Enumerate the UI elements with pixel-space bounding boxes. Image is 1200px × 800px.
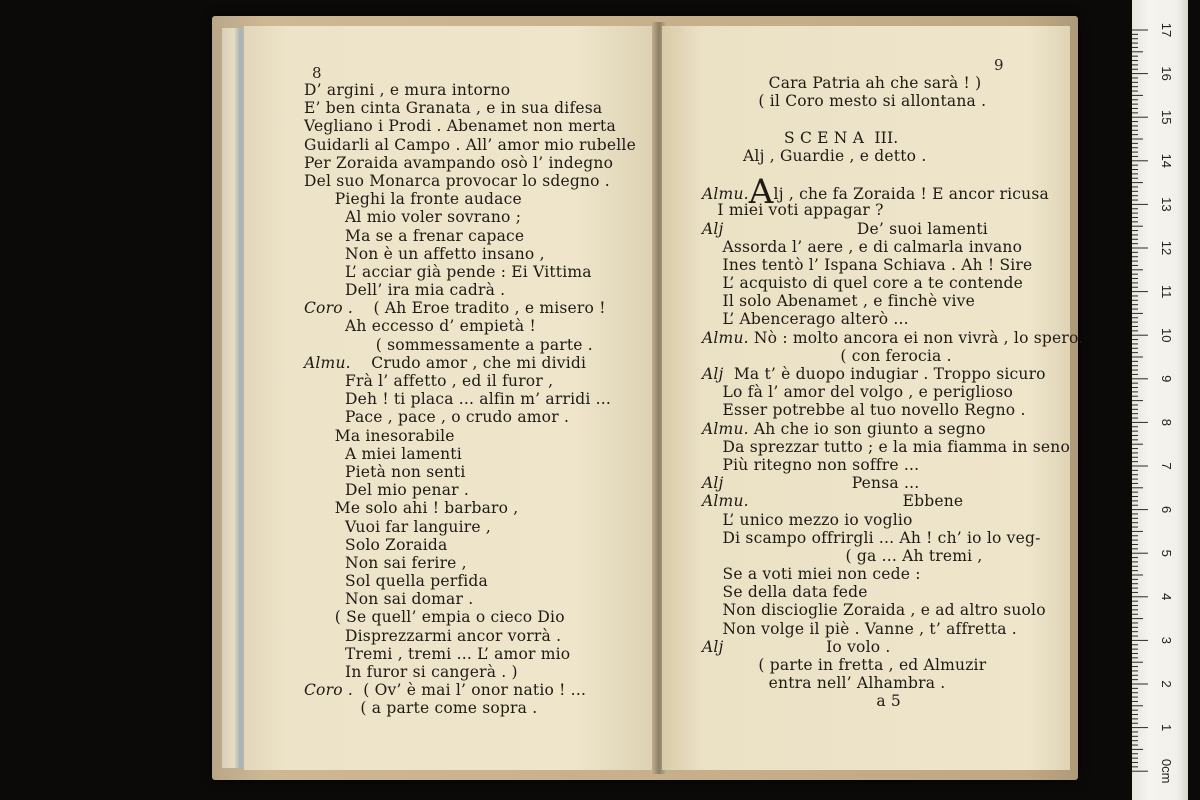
line-text: Sol quella perfida <box>304 572 488 591</box>
text-line <box>702 638 1083 656</box>
text-line <box>702 547 1083 565</box>
text-line <box>702 365 1083 383</box>
ruler-label: 15 <box>1159 109 1174 125</box>
line-text: Se a voti miei non cede : <box>702 565 921 584</box>
text-line <box>304 154 636 172</box>
line-text: A <box>748 172 774 213</box>
line-text: Vuoi far languire , <box>304 517 492 536</box>
text-line <box>304 354 636 372</box>
line-text: Non volge il piè . Vanne , t’ affretta . <box>702 619 1017 638</box>
text-line <box>304 408 636 426</box>
ruler-label: 6 <box>1159 505 1174 514</box>
page-number-right: 9 <box>994 56 1004 74</box>
line-text: Ines tentò l’ Ispana Schiava . Ah ! Sire <box>702 255 1033 274</box>
line-text: Non discioglie Zoraida , e ad altro suolo <box>702 601 1046 620</box>
text-line <box>702 656 1083 674</box>
line-text: Guidarli al Campo . All’ amor mio rubelle <box>304 135 636 154</box>
text-line <box>304 190 636 208</box>
line-text: Pietà non senti <box>304 462 466 481</box>
ruler-label: 5 <box>1159 549 1174 557</box>
ruler-label: 11 <box>1159 284 1174 299</box>
line-text: L’ acquisto di quel core a te contende <box>702 274 1024 293</box>
line-text: Tremi , tremi ... L’ amor mio <box>304 644 571 663</box>
text-line <box>304 281 636 299</box>
speaker-label: Alj <box>702 365 724 383</box>
text-line <box>304 663 636 681</box>
line-text: A miei lamenti <box>304 444 462 463</box>
text-line <box>304 645 636 663</box>
line-text: Da sprezzar tutto ; e la mia fiamma in seno <box>702 437 1071 456</box>
line-text: Del mio penar . <box>304 481 469 500</box>
text-line <box>304 117 636 135</box>
text-line <box>702 201 1083 219</box>
line-text: ( sommessamente a parte . <box>304 335 593 354</box>
line-text: In furor si cangerà . ) <box>304 663 518 681</box>
line-text: ( Ah Eroe tradito , e misero ! <box>353 299 606 318</box>
text-line <box>702 220 1083 238</box>
text-line <box>304 445 636 463</box>
line-text: Ah che io son giunto a segno <box>748 419 986 438</box>
speaker-label: Coro . <box>304 299 353 318</box>
text-line <box>702 383 1083 401</box>
line-text: a 5 <box>702 692 901 711</box>
line-text: Più ritegno non soffre ... <box>702 455 920 474</box>
text-line <box>304 81 636 99</box>
text-line <box>702 347 1083 365</box>
speaker-label: Alj <box>702 474 724 493</box>
line-text: ( il Coro mesto si allontana . <box>702 92 987 111</box>
text-line <box>304 499 636 517</box>
text-line <box>304 572 636 590</box>
line-text: I miei voti appagar ? <box>702 201 884 220</box>
text-line <box>304 245 636 263</box>
text-line <box>702 692 1083 710</box>
line-text: Solo Zoraida <box>304 535 448 554</box>
line-text: Ma inesorabile <box>304 426 455 445</box>
ruler-label: 7 <box>1159 462 1174 470</box>
text-line <box>702 74 1083 92</box>
line-text: Dell’ ira mia cadrà . <box>304 281 506 300</box>
text-line <box>702 92 1083 110</box>
text-line <box>304 317 636 335</box>
line-text: Ebbene <box>748 492 964 511</box>
text-line <box>304 463 636 481</box>
line-text: Non sai ferire , <box>304 553 467 572</box>
text-line <box>304 172 636 190</box>
line-text: Alj , Guardie , e detto . <box>702 146 927 165</box>
line-text: Assorda l’ aere , e di calmarla invano <box>702 237 1023 256</box>
line-text: Nò : molto ancora ei non vivrà , lo spero. <box>748 328 1084 347</box>
line-text: Di scampo offrirgli ... Ah ! ch’ io lo veg- <box>702 528 1041 547</box>
line-text: Deh ! ti placa ... alfin m’ arridi ... <box>304 390 612 409</box>
text-line <box>304 590 636 608</box>
line-text: S C E N A III. <box>702 128 899 147</box>
text-line <box>702 474 1083 492</box>
ruler-label: 0cm <box>1159 758 1174 784</box>
line-text: L’ Abencerago alterò ... <box>702 310 909 329</box>
text-line <box>304 681 636 699</box>
left-page-text <box>304 81 636 718</box>
ruler-label: 9 <box>1159 375 1174 383</box>
text-line <box>304 227 636 245</box>
text-line <box>702 129 1083 147</box>
line-text: Disprezzarmi ancor vorrà . <box>304 626 562 645</box>
speaker-label: Alj <box>702 637 724 656</box>
text-line <box>702 620 1083 638</box>
line-text: Pensa ... <box>723 474 920 493</box>
line-text: ( Se quell’ empia o cieco Dio <box>304 608 565 627</box>
line-text: Il solo Abenamet , e finchè vive <box>702 292 975 311</box>
line-text: Frà l’ affetto , ed il furor , <box>304 372 554 390</box>
ruler-label: 1 <box>1159 723 1174 732</box>
ruler-label: 12 <box>1159 240 1174 256</box>
text-line <box>702 310 1083 328</box>
text-line <box>304 208 636 226</box>
line-text: entra nell’ Alhambra . <box>702 674 946 693</box>
left-page <box>244 26 658 770</box>
text-line <box>702 292 1083 310</box>
line-text: Esser potrebbe al tuo novello Regno . <box>702 401 1026 420</box>
text-line <box>702 492 1083 510</box>
line-text: Al mio voler sovrano ; <box>304 208 522 227</box>
line-text: L’ unico mezzo io voglio <box>702 510 913 529</box>
line-text: E’ ben cinta Granata , e in sua difesa <box>304 99 603 118</box>
line-text: Del suo Monarca provocar lo sdegno . <box>304 171 610 190</box>
text-line <box>304 372 636 390</box>
speaker-label: Almu. <box>304 353 351 372</box>
line-text: Me solo ahi ! barbaro , <box>304 499 519 518</box>
line-text: ( a parte come sopra . <box>304 699 538 718</box>
text-line <box>702 529 1083 547</box>
text-line <box>702 601 1083 619</box>
text-line <box>702 674 1083 692</box>
line-text: Ma t’ è duopo indugiar . Troppo sicuro <box>723 365 1046 383</box>
text-line <box>702 147 1083 165</box>
text-line <box>702 511 1083 529</box>
speaker-label: Almu. <box>702 419 749 438</box>
speaker-label: Almu. <box>702 185 749 204</box>
text-line <box>702 583 1083 601</box>
line-text: ( con ferocia . <box>702 346 952 365</box>
ruler-label: 17 <box>1159 22 1174 38</box>
text-line <box>304 336 636 354</box>
line-text: D’ argini , e mura intorno <box>304 81 511 99</box>
ruler-label: 16 <box>1159 66 1174 81</box>
text-line <box>304 390 636 408</box>
text-line <box>304 136 636 154</box>
line-text: Non è un affetto insano , <box>304 244 545 263</box>
measuring-ruler <box>1132 0 1188 800</box>
line-text: De’ suoi lamenti <box>723 219 988 238</box>
speaker-label: Almu. <box>702 492 749 511</box>
line-text: Ma se a frenar capace <box>304 226 525 245</box>
line-text: Per Zoraida avampando osò l’ indegno <box>304 153 614 172</box>
line-text: ( Ov’ è mai l’ onor natio ! ... <box>353 681 587 700</box>
speaker-label: Coro . <box>304 681 353 700</box>
ruler-label: 4 <box>1159 593 1174 601</box>
line-text: Ah eccesso d’ empietà ! <box>304 317 536 336</box>
text-line <box>702 274 1083 292</box>
line-text: Vegliano i Prodi . Abenamet non merta <box>304 117 616 136</box>
line-text: Se della data fede <box>702 583 868 602</box>
ruler-scale <box>1132 0 1188 800</box>
text-line <box>304 554 636 572</box>
line-text: Pace , pace , o crudo amor . <box>304 408 570 427</box>
line-text: Io volo . <box>723 637 891 656</box>
text-line <box>702 401 1083 419</box>
ruler-label: 10 <box>1159 327 1174 343</box>
text-line <box>702 238 1083 256</box>
right-page <box>662 26 1084 770</box>
text-line <box>304 299 636 317</box>
page-number-left: 8 <box>312 64 322 82</box>
right-page-text <box>702 74 1083 711</box>
line-text: L’ acciar già pende : Ei Vittima <box>304 262 592 281</box>
text-line <box>304 608 636 626</box>
text-line <box>702 456 1083 474</box>
ruler-label: 3 <box>1159 636 1174 645</box>
text-line <box>304 536 636 554</box>
line-text: Crudo amor , che mi dividi <box>350 353 587 372</box>
speaker-label: Alj <box>702 219 724 238</box>
text-line <box>304 481 636 499</box>
line-text: lj , che fa Zoraida ! E ancor ricusa <box>773 185 1049 204</box>
text-line <box>304 427 636 445</box>
line-text: ( ga ... Ah tremi , <box>702 546 983 565</box>
speaker-label: Almu. <box>702 328 749 347</box>
line-text: Non sai domar . <box>304 590 474 609</box>
line-text: Cara Patria ah che sarà ! ) <box>702 74 982 92</box>
ruler-label: 8 <box>1159 418 1174 427</box>
text-line <box>702 329 1083 347</box>
text-line <box>702 565 1083 583</box>
ruler-label: 14 <box>1159 153 1174 169</box>
ruler-label: 13 <box>1159 197 1174 212</box>
line-text: Pieghi la fronte audace <box>304 190 522 209</box>
text-line <box>702 420 1083 438</box>
text-line <box>304 627 636 645</box>
text-line <box>304 699 636 717</box>
text-line <box>702 110 1083 128</box>
line-text: ( parte in fretta , ed Almuzir <box>702 656 987 674</box>
text-line <box>304 263 636 281</box>
text-line <box>304 99 636 117</box>
text-line <box>304 518 636 536</box>
text-line <box>702 256 1083 274</box>
line-text: Lo fà l’ amor del volgo , e periglioso <box>702 383 1014 402</box>
ruler-label: 2 <box>1159 680 1174 688</box>
text-line <box>702 438 1083 456</box>
